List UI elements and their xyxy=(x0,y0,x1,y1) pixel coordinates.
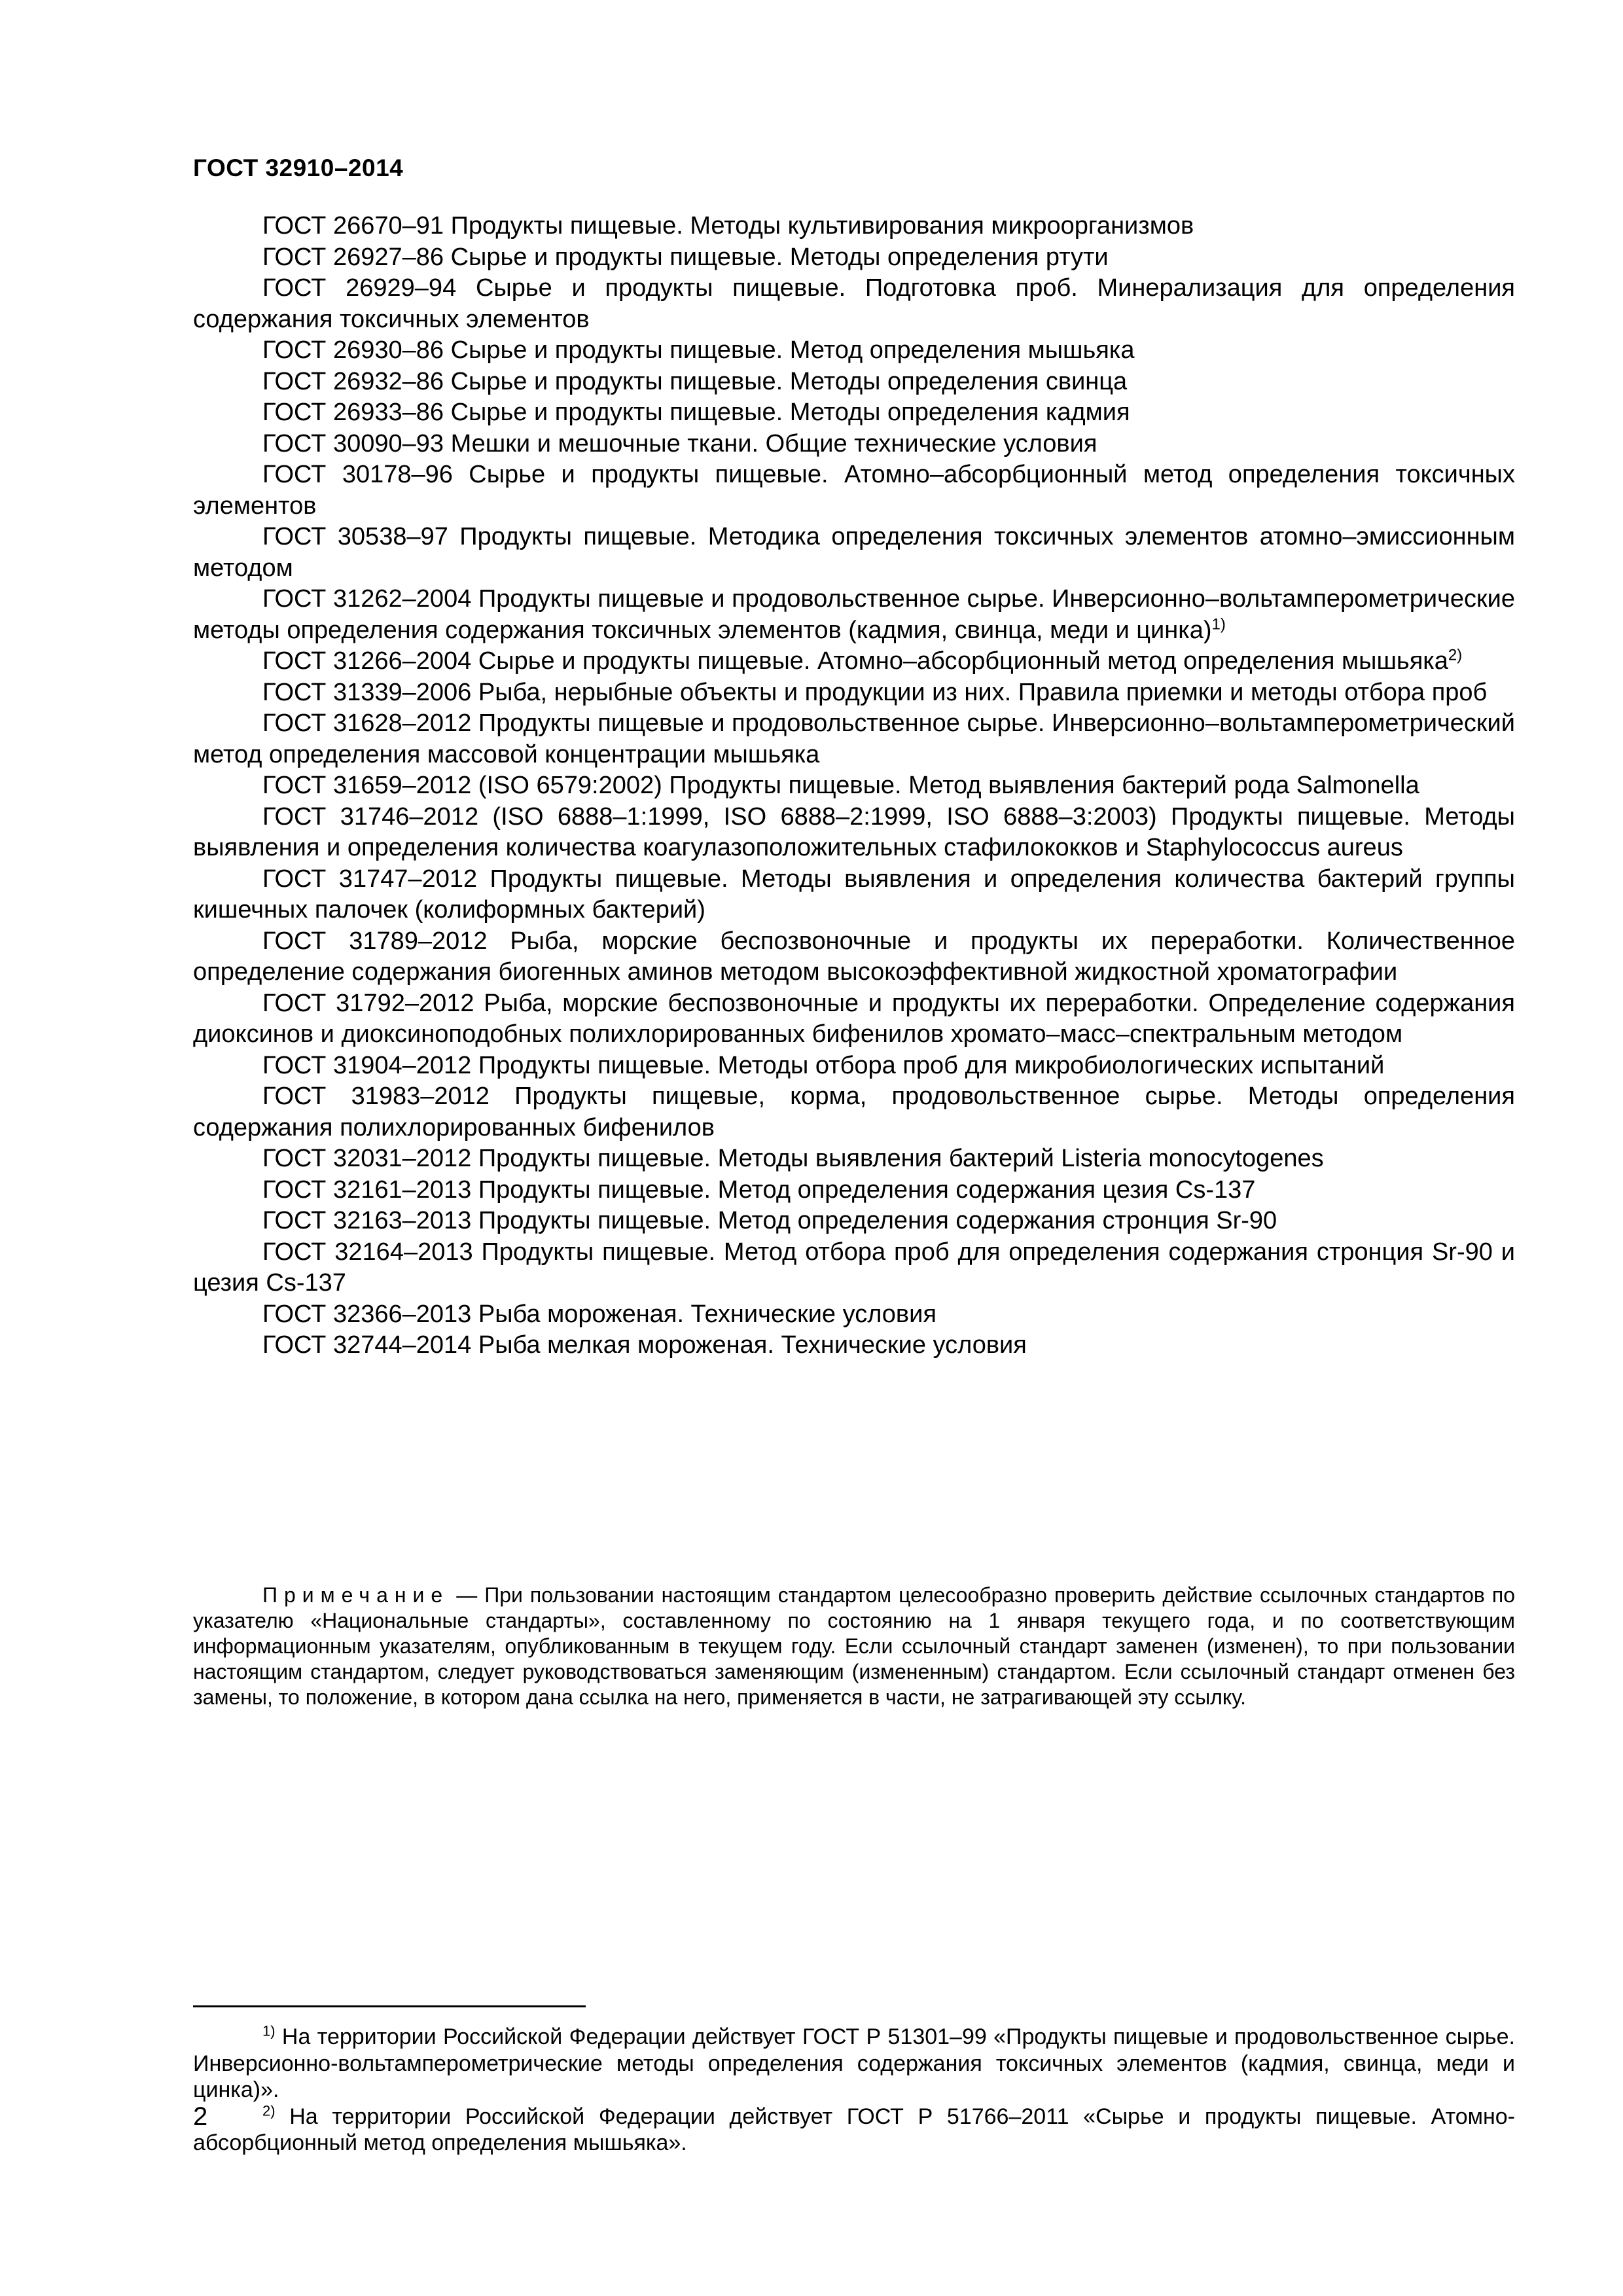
reference-item: ГОСТ 31266–2004 Сырье и продукты пищевые. Атомно–абсорбционный метод определения мышьяка$^{2)}$ xyxy=(262,646,1463,675)
document-header: ГОСТ 32910–2014 xyxy=(193,154,404,181)
reference-item: ГОСТ 31789–2012 Рыба, морские беспозвоночные и продукты их переработки. Количественное определение содержания биогенных аминов методом высокоэффективной жидкостной хроматографии xyxy=(193,927,1515,986)
reference-item: ГОСТ 30178–96 Сырье и продукты пищевые. Атомно–абсорбционный метод определения токсичных элементов xyxy=(193,461,1515,520)
footnote-mark: 1) xyxy=(262,2022,276,2039)
reference-item: ГОСТ 31628–2012 Продукты пищевые и продовольственное сырье. Инверсионно–вольтамперометрический метод определения массовой концентрации мышьяка xyxy=(193,709,1515,768)
footnote-marker: 2) xyxy=(1448,646,1463,664)
reference-item: ГОСТ 32161–2013 Продукты пищевые. Метод определения содержания цезия Cs-137 xyxy=(262,1175,1256,1204)
reference-item: ГОСТ 30090–93 Мешки и мешочные ткани. Общие технические условия xyxy=(262,429,1097,457)
footnote-item: $^{1)}$ На территории Российской Федерации действует ГОСТ Р 51301–99 «Продукты пищевые и продовольственное сырье. Инверсионно-вольтамперометрические методы определения содержания токсичных элементов (кадмия, свинца, меди и цинка)». xyxy=(193,2022,1515,2102)
reference-item: ГОСТ 26929–94 Сырье и продукты пищевые. Подготовка проб. Минерализация для определения содержания токсичных элементов xyxy=(193,274,1515,333)
note-text: — При пользовании настоящим стандартом целесообразно проверить действие ссылочных стандартов по указателю «Национальные стандарты», составленному по состоянию на 1 января текущего года, и по соответствующим информационным указателям, опубликованным в текущем году. Если ссылочный стандарт заменен (изменен), то при пользовании настоящим стандартом, следует руководствоваться заменяющим (измененным) стандартом. Если ссылочный стандарт отменен без замены, то положение, в котором дана ссылка на него, применяется в части, не затрагивающей эту ссылку. xyxy=(193,1583,1515,1709)
reference-item: ГОСТ 26930–86 Сырье и продукты пищевые. Метод определения мышьяка xyxy=(262,336,1135,364)
reference-item: ГОСТ 30538–97 Продукты пищевые. Методика определения токсичных элементов атомно–эмиссионным методом xyxy=(193,523,1515,582)
page-number: 2 xyxy=(193,2102,208,2131)
reference-item: ГОСТ 31262–2004 Продукты пищевые и продовольственное сырье. Инверсионно–вольтамперометрические методы определения содержания токсичных элементов (кадмия, свинца, меди и цинка)$^{1)}$ xyxy=(193,585,1515,644)
footnote-item: $^{2)}$ На территории Российской Федерации действует ГОСТ Р 51766–2011 «Сырье и продукты пищевые. Атомно-абсорбционный метод определения мышьяка». xyxy=(193,2102,1515,2155)
footnotes xyxy=(193,2024,1515,2157)
reference-item: ГОСТ 32366–2013 Рыба мороженая. Технические условия xyxy=(262,1300,936,1328)
reference-item: ГОСТ 32164–2013 Продукты пищевые. Метод отбора проб для определения содержания стронция Sr-90 и цезия Cs-137 xyxy=(193,1238,1515,1297)
reference-item: ГОСТ 31746–2012 (ISO 6888–1:1999, ISO 6888–2:1999, ISO 6888–3:2003) Продукты пищевые. Методы выявления и определения количества коагулазоположительных стафилококков и Staphylococcus aureus xyxy=(193,802,1515,861)
reference-list xyxy=(193,211,1515,1361)
reference-item: ГОСТ 26932–86 Сырье и продукты пищевые. Методы определения свинца xyxy=(262,367,1128,395)
footnote-marker: 1) xyxy=(1211,615,1226,633)
note-paragraph xyxy=(193,1583,1515,1710)
reference-item: ГОСТ 26670–91 Продукты пищевые. Методы культивирования микроорганизмов xyxy=(262,212,1194,240)
reference-item: ГОСТ 26927–86 Сырье и продукты пищевые. Методы определения ртути xyxy=(262,243,1109,271)
reference-item: ГОСТ 31659–2012 (ISO 6579:2002) Продукты пищевые. Метод выявления бактерий рода Salmonella xyxy=(262,772,1419,799)
note-lead: Примечание xyxy=(262,1583,450,1607)
reference-item: ГОСТ 31904–2012 Продукты пищевые. Методы отбора проб для микробиологических испытаний xyxy=(262,1051,1385,1079)
reference-item: ГОСТ 32744–2014 Рыба мелкая мороженая. Технические условия xyxy=(262,1331,1027,1359)
reference-item: ГОСТ 31983–2012 Продукты пищевые, корма, продовольственное сырье. Методы определения содержания полихлорированных бифенилов xyxy=(193,1083,1515,1141)
reference-item: ГОСТ 31747–2012 Продукты пищевые. Методы выявления и определения количества бактерий группы кишечных палочек (колиформных бактерий) xyxy=(193,865,1515,924)
footnote-divider xyxy=(193,2005,586,2007)
reference-item: ГОСТ 26933–86 Сырье и продукты пищевые. Методы определения кадмия xyxy=(262,399,1130,426)
reference-item: ГОСТ 31792–2012 Рыба, морские беспозвоночные и продукты их переработки. Определение содержания диоксинов и диоксиноподобных полихлорированных бифенилов хромато–масс–спектральным методом xyxy=(193,989,1515,1048)
reference-item: ГОСТ 32163–2013 Продукты пищевые. Метод определения содержания стронция Sr-90 xyxy=(262,1207,1277,1234)
footnote-mark: 2) xyxy=(262,2102,276,2119)
reference-item: ГОСТ 31339–2006 Рыба, нерыбные объекты и продукции из них. Правила приемки и методы отбора проб xyxy=(262,678,1488,706)
reference-item: ГОСТ 32031–2012 Продукты пищевые. Методы выявления бактерий Listeria monocytogenes xyxy=(262,1145,1324,1172)
